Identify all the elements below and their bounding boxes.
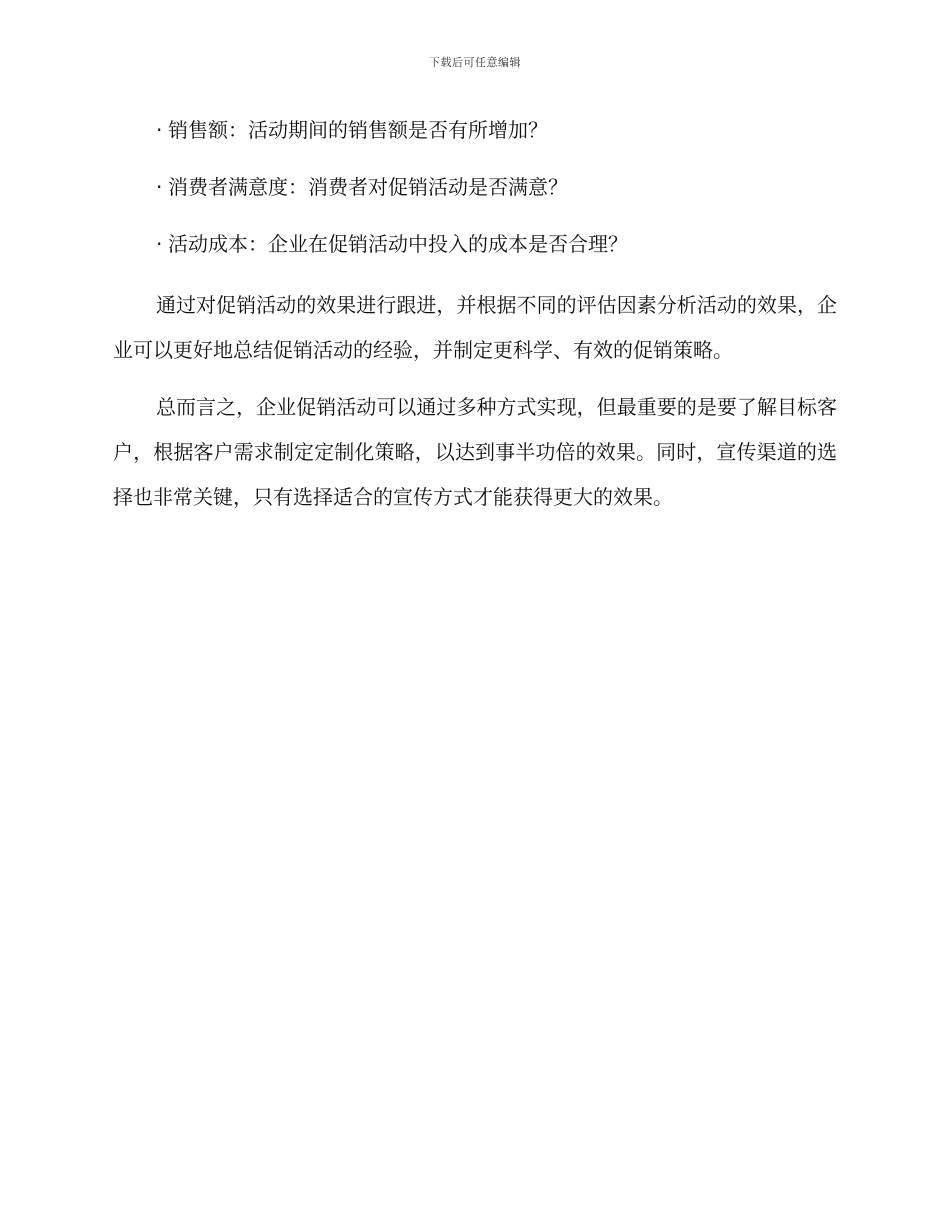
bullet-item-sales <box>113 112 837 148</box>
bullet-marker: · <box>156 118 163 142</box>
bullet-text: 销售额：活动期间的销售额是否有所增加？ <box>168 118 548 142</box>
document-body <box>113 112 837 532</box>
bullet-text: 活动成本：企业在促销活动中投入的成本是否合理？ <box>168 232 628 256</box>
paragraph-follow-up: 通过对促销活动的效果进行跟进，并根据不同的评估因素分析活动的效果，企业可以更好地总结促销活动的经验，并制定更科学、有效的促销策略。 <box>113 293 837 362</box>
page-header: 下载后可任意编辑 <box>429 56 521 69</box>
bullet-item-satisfaction <box>113 169 837 205</box>
bullet-marker: · <box>156 175 163 199</box>
bullet-text: 消费者满意度：消费者对促销活动是否满意？ <box>168 175 568 199</box>
paragraph-conclusion: 总而言之，企业促销活动可以通过多种方式实现，但最重要的是要了解目标客户，根据客户需求制定定制化策略，以达到事半功倍的效果。同时，宣传渠道的选择也非常关键，只有选择适合的宣传方式才能获得更大的效果。 <box>113 395 837 509</box>
bullet-marker: · <box>156 232 163 256</box>
bullet-item-cost <box>113 226 837 262</box>
